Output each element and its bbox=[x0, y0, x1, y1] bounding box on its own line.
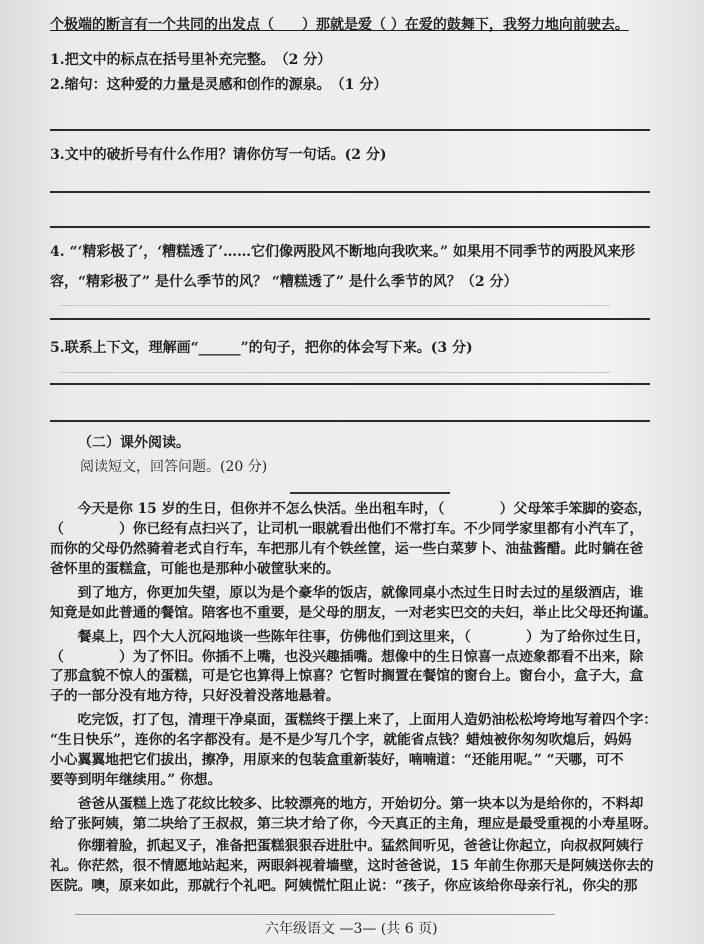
answer-line bbox=[50, 420, 650, 422]
answer-line bbox=[50, 383, 650, 385]
passage-line: 今天是你 15 岁的生日，但你并不怎么快活。坐出租车时，（ ）父母笨手笨脚的姿态， bbox=[50, 501, 652, 517]
section-instruction: 阅读短文，回答问题。(20 分) bbox=[80, 459, 268, 475]
answer-line bbox=[50, 191, 650, 193]
passage-line: 子的一部分没有地方待，只好没着没落地悬着。 bbox=[50, 688, 340, 704]
passage-line: 吃完饭，打了包，清理干净桌面，蛋糕终于摆上来了，上面用人造奶油松松垮垮地写着四个字： bbox=[50, 712, 658, 728]
question-1: 1.把文中的标点在括号里补充完整。 （2 分） bbox=[50, 52, 332, 68]
answer-line bbox=[50, 226, 650, 228]
divider bbox=[290, 492, 450, 494]
passage-line: 餐桌上，四个大人沉闷地谈一些陈年往事，仿佛他们到这里来，（ ）为了给你过生日， bbox=[50, 629, 651, 645]
passage-line: “生日快乐”，连你的名字都没有。是不是少写几个字，就能省点钱？蜡烛被你匆匆吹熄后，妈妈 bbox=[50, 732, 632, 748]
passage-line: （ ）为了怀旧。你插不上嘴，也没兴趣插嘴。想像中的生日惊喜一点迹象都看不出来，除 bbox=[50, 649, 644, 665]
passage-line: 给了张阿姨，第二块给了王叔叔，第三块才给了你，今天真正的主角，理应是最受重视的小寿星呀。 bbox=[50, 816, 658, 832]
passage-line: 医院。噢，原来如此，那就行个礼吧。阿姨慌忙阻止说：“孩子，你应该给你母亲行礼，你尖的那 bbox=[50, 878, 638, 894]
question-4-line-2: 容，“精彩极了” 是什么季节的风？ “糟糕透了” 是什么季节的风？（2 分） bbox=[50, 274, 518, 290]
page-footer: 六年级语文 —3— (共 6 页) bbox=[265, 921, 438, 937]
question-2: 2.缩句：这种爱的力量是灵感和创作的源泉。 （1 分） bbox=[50, 77, 388, 93]
passage-line: 到了地方，你更加失望，原以为是个豪华的饭店，就像同桌小杰过生日时去过的星级酒店，谁 bbox=[50, 585, 644, 601]
passage-line: 礼。你茫然，很不情愿地站起来，两眼斜视着墙壁，这时爸爸说，15 年前生你那天是阿姨送你去的 bbox=[50, 858, 654, 874]
passage-line: 爸爸从蛋糕上选了花纹比较多、比较漂亮的地方，开始切分。第一块本以为是给你的，不料却 bbox=[50, 796, 644, 812]
question-3: 3.文中的破折号有什么作用？请你仿写一句话。(2 分) bbox=[50, 147, 387, 163]
passage-line: 爸怀里的蛋糕盒，可能也是那种小破筐驮来的。 bbox=[50, 561, 340, 577]
passage-end-line: 个极端的断言有一个共同的出发点（ ）那就是爱（ ）在爱的鼓舞下，我努力地向前驶去。 bbox=[50, 17, 629, 33]
passage-line: （ ）你已经有点扫兴了，让司机一眼就看出他们不常打车。不少同学家里都有小汽车了， bbox=[50, 521, 644, 537]
passage-line: 你绷着脸，抓起叉子，准备把蛋糕狠狠吞进肚中。猛然间听见，爸爸让你起立，向叔叔阿姨行 bbox=[50, 838, 644, 854]
answer-line bbox=[50, 129, 650, 131]
passage-line: 而你的父母仍然骑着老式自行车，车把那儿有个铁丝筐，运一些白菜萝卜、油盐酱醋。此时躺在爸 bbox=[50, 541, 644, 557]
passage-line: 知竟是如此普通的餐馆。陪客也不重要，是父母的朋友，一对老实巴交的夫妇，举止比父母还拘谨。 bbox=[50, 605, 658, 621]
answer-line-faint bbox=[60, 305, 610, 306]
footer-rule bbox=[75, 914, 555, 915]
passage-line: 了那盒貌不惊人的蛋糕，可是它也算得上惊喜？它暂时搁置在餐馆的窗台上。窗台小，盒子大，盒 bbox=[50, 668, 644, 684]
question-4-line-1: 4. “‘精彩极了’，‘糟糕透了’……它们像两股风不断地向我吹来。” 如果用不同季节的两股风来形 bbox=[50, 244, 635, 260]
answer-line-faint bbox=[60, 372, 610, 373]
passage-line: 小心翼翼地把它们拔出，擦净，用原来的包装盒重新装好，喃喃道：“还能用呢。” “天哪，可不 bbox=[50, 752, 624, 768]
passage-line: 要等到明年继续用。” 你想。 bbox=[50, 772, 222, 788]
question-5: 5.联系上下文，理解画“______”的句子，把你的体会写下来。(3 分) bbox=[50, 340, 473, 356]
answer-line bbox=[50, 318, 650, 320]
section-heading: （二）课外阅读。 bbox=[78, 435, 190, 451]
